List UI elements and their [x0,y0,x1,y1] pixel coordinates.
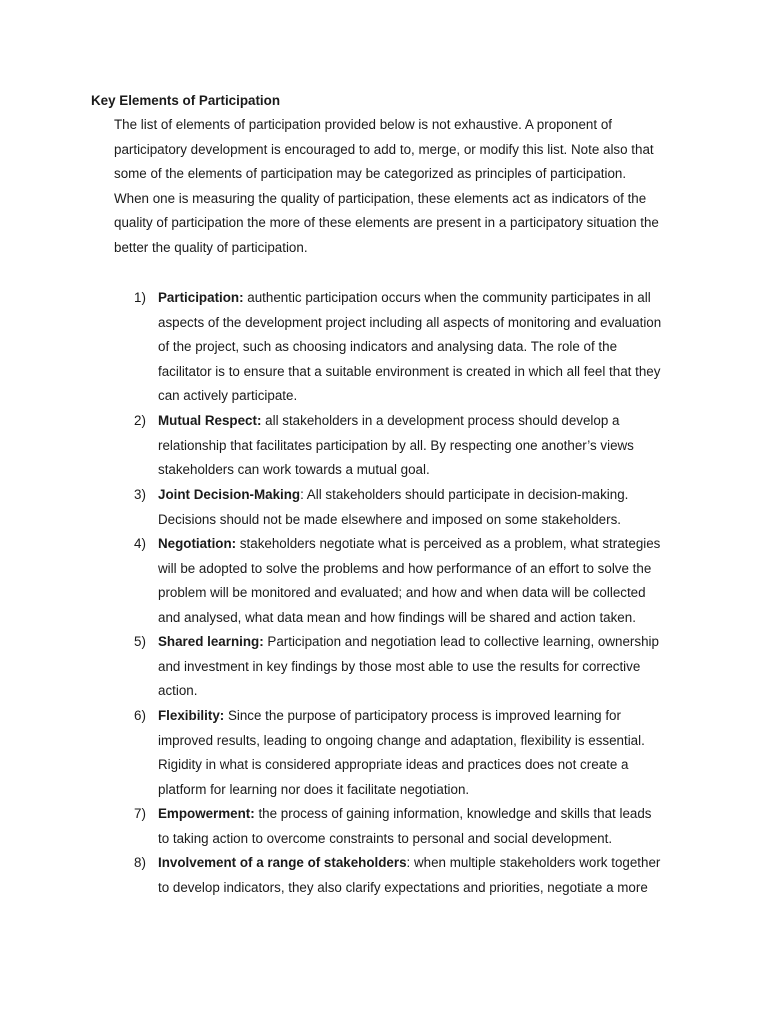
item-first-line [158,707,678,732]
item-first-line [158,412,678,437]
item-line: to develop indicators, they also clarify expectations and priorities, negotiate a more [158,879,648,895]
item-number: 1) [134,290,146,305]
item-line: facilitator is to ensure that a suitable environment is created in which all feel that they [158,363,661,379]
item-line: action. [158,683,198,699]
item-body [158,486,678,535]
item-number: 7) [134,806,146,821]
item-text: all stakeholders in a development process should develop a [261,413,620,428]
item-term: Participation: [158,290,244,305]
item-line: to taking action to overcome constraints to personal and social development. [158,830,613,846]
item-text: stakeholders negotiate what is perceived as a problem, what strategies [236,536,661,551]
item-first-line [158,486,678,511]
item-term: Joint Decision-Making [158,487,301,502]
item-body [158,535,678,633]
item-term: Negotiation: [158,536,237,551]
intro-line: better the quality of participation. [114,239,308,255]
intro-line: some of the elements of participation may be categorized as principles of participation. [114,166,627,182]
item-line: aspects of the development project including all aspects of monitoring and evaluation [158,314,662,330]
item-term: Flexibility: [158,708,225,723]
item-text: authentic participation occurs when the community participates in all [243,290,651,305]
item-first-line [158,535,678,560]
item-number: 6) [134,708,146,723]
item-text: Participation and negotiation lead to collective learning, ownership [263,634,659,649]
item-text: : when multiple stakeholders work together [406,855,661,870]
item-term: Empowerment: [158,806,255,821]
intro-line: participatory development is encouraged to add to, merge, or modify this list. Note also that [114,141,654,157]
item-text: : All stakeholders should participate in decision-making. [300,487,629,502]
intro-line: quality of participation the more of these elements are present in a participatory situation the [114,215,659,231]
item-text: Since the purpose of participatory process is improved learning for [224,708,621,723]
intro-line: The list of elements of participation provided below is not exhaustive. A proponent of [114,117,612,132]
item-line: Rigidity in what is considered appropriate ideas and practices does not create a [158,757,629,773]
section-heading: Key Elements of Participation [91,93,281,108]
item-number: 3) [134,487,146,502]
item-line: problem will be monitored and evaluated; and how and when data will be collected [158,585,646,601]
item-body [158,805,678,854]
item-term: Involvement of a range of stakeholders [158,855,407,870]
item-body [158,854,678,903]
item-body [158,707,678,805]
intro-line: When one is measuring the quality of participation, these elements act as indicators of the [114,190,647,206]
item-body [158,289,678,412]
item-number: 2) [134,413,146,428]
item-first-line [158,289,678,314]
item-line: improved results, leading to ongoing change and adaptation, flexibility is essential. [158,732,645,748]
item-line: and analysed, what data mean and how findings will be shared and action taken. [158,609,636,625]
item-line: platform for learning nor does it facilitate negotiation. [158,781,470,797]
item-line: can actively participate. [158,388,298,404]
item-line: stakeholders can work towards a mutual goal. [158,462,430,478]
item-text: the process of gaining information, knowledge and skills that leads [254,806,652,821]
item-line: Decisions should not be made elsewhere and imposed on some stakeholders. [158,511,621,527]
item-term: Shared learning: [158,634,264,649]
item-first-line [158,805,678,830]
item-line: and investment in key findings by those most able to use the results for corrective [158,658,641,674]
item-first-line [158,633,678,658]
item-line: will be adopted to solve the problems and how performance of an effort to solve the [158,560,652,576]
item-first-line [158,854,678,879]
item-number: 4) [134,536,146,551]
item-term: Mutual Respect: [158,413,262,428]
item-body [158,412,678,486]
item-line: of the project, such as choosing indicators and analysing data. The role of the [158,339,618,355]
item-number: 8) [134,855,146,870]
item-body [158,633,678,707]
item-line: relationship that facilitates participation by all. By respecting one another’s views [158,437,634,453]
intro-paragraph [114,116,684,264]
item-number: 5) [134,634,146,649]
